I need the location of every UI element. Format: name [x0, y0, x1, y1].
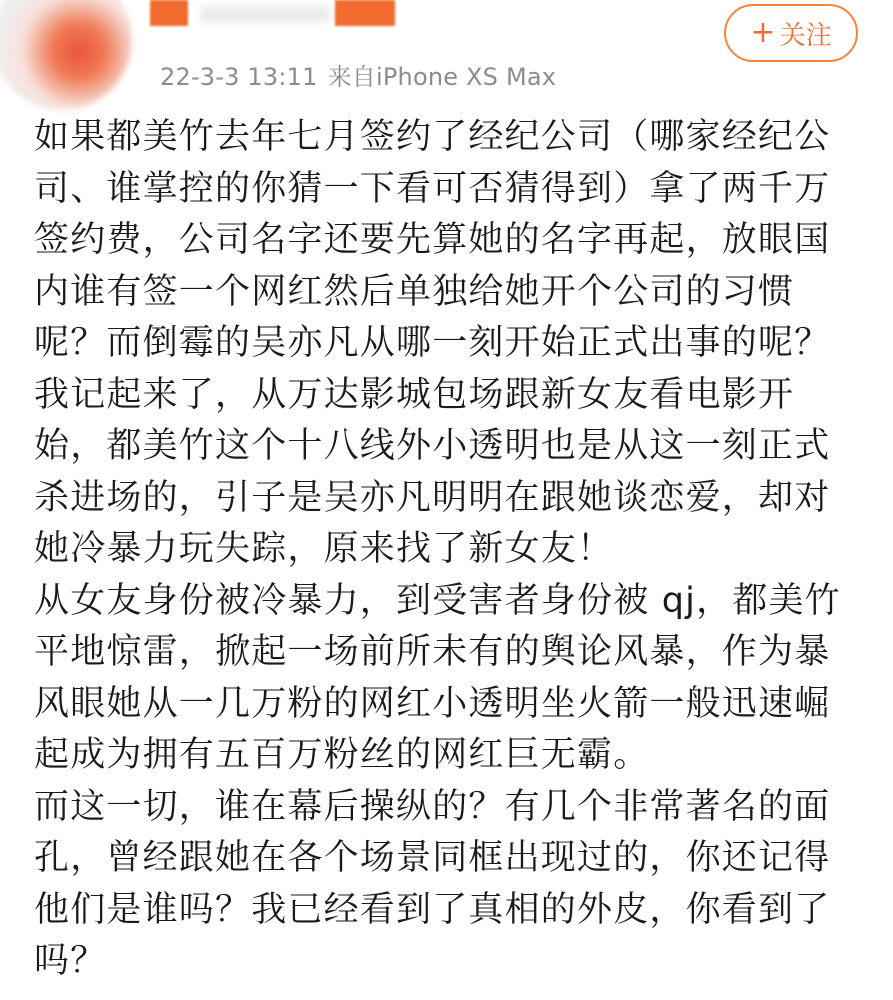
username-redacted-2	[335, 0, 395, 26]
post-paragraph: 如果都美竹去年七月签约了经纪公司（哪家经纪公司、谁掌控的你猜一下看可否猜得到）拿了两千万签约费，公司名字还要先算她的名字再起，放眼国内谁有签一个网红然后单独给她开个公司的习惯呢？而倒霉的吴亦凡从哪一刻开始正式出事的呢？我记起来了，从万达影城包场跟新女友看电影开始，都美竹这个十八线外小透明也是从这一刻正式杀进场的，引子是吴亦凡明明在跟她谈恋爱，却对她冷暴力玩失踪，原来找了新女友！	[34, 117, 831, 569]
plus-icon: +	[750, 15, 776, 50]
follow-button[interactable]	[724, 4, 858, 62]
username-redacted-faint	[200, 6, 330, 22]
avatar[interactable]	[0, 0, 132, 110]
post-content	[34, 112, 864, 988]
username-redacted	[150, 0, 188, 26]
post-timestamp: 22-3-3 13:11	[160, 63, 318, 91]
post-meta	[160, 57, 556, 92]
post-paragraph: 从女友身份被冷暴力，到受害者身份被 qj，都美竹平地惊雷，掀起一场前所未有的舆论风暴，作为暴风眼她从一几万粉的网红小透明坐火箭一般迅速崛起成为拥有五百万粉丝的网红巨无霸。	[34, 580, 841, 775]
post-header	[0, 0, 893, 100]
post-paragraph: 而这一切，谁在幕后操纵的？有几个非常著名的面孔，曾经跟她在各个场景同框出现过的，你还记得他们是谁吗？我已经看到了真相的外皮，你看到了吗？	[34, 786, 831, 981]
post-source: 来自iPhone XS Max	[327, 63, 557, 91]
follow-label: 关注	[779, 20, 832, 51]
